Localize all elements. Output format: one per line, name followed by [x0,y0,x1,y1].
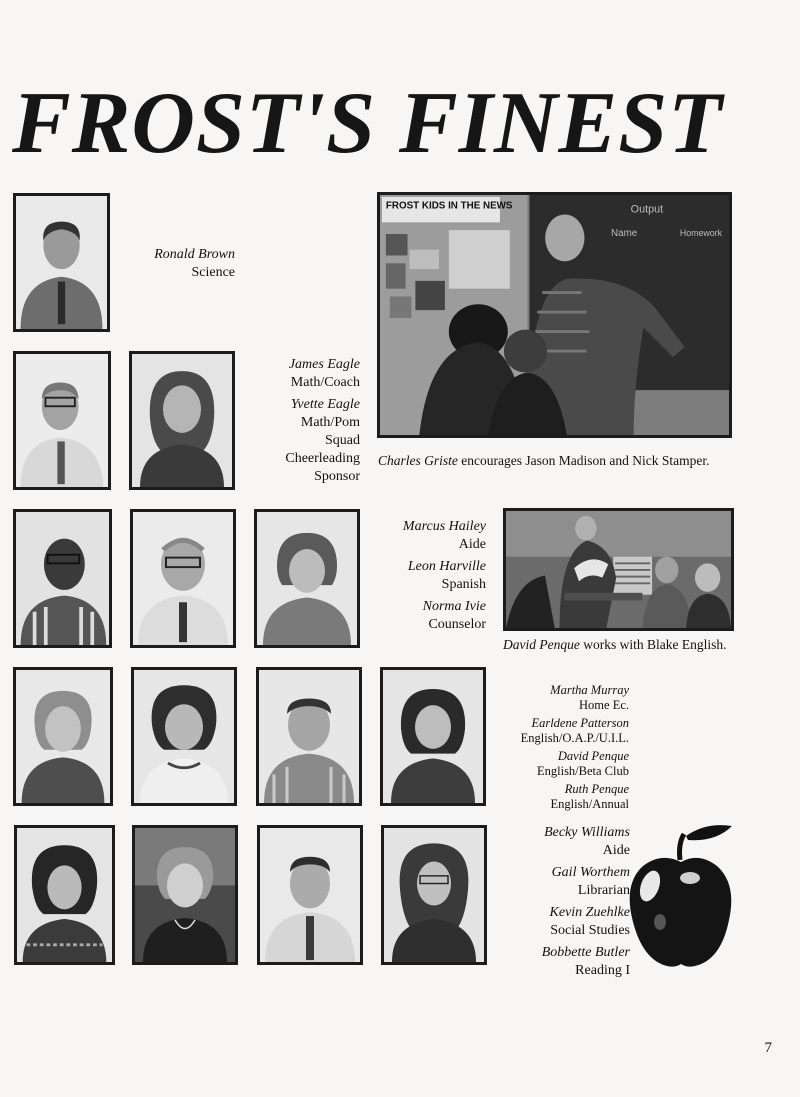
staff-name: Ruth Penque [564,782,629,796]
page-title: FROST'S FINEST [12,75,723,172]
staff-role: Counselor [428,617,486,632]
staff-name: Becky Williams [544,825,630,840]
portrait-gail-worthem [132,825,238,965]
portrait-ronald-brown [13,193,110,332]
board-word-name: Name [611,228,638,239]
staff-name: David Penque [557,749,629,763]
name-block-row3 [370,518,486,638]
staff-role: Reading I [575,963,630,978]
portrait-david-penque [256,667,362,806]
classroom-photo-griste [377,192,732,438]
staff-role-line: Sponsor [314,469,360,484]
board-word-output: Output [630,203,664,216]
portrait-leon-harville [130,509,236,648]
name-block-eagles [245,356,360,490]
caption-name: Charles Griste [378,453,458,468]
staff-name: Marcus Hailey [402,519,486,534]
staff-name: James Eagle [288,357,360,372]
caption-text: works with Blake English. [579,637,727,652]
staff-name: Martha Murray [550,683,629,697]
name-block-ronald-brown [120,246,235,282]
caption-penque [503,636,735,654]
staff-name: Leon Harville [407,559,486,574]
staff-role: Spanish [441,577,486,592]
staff-role: English/O.A.P./U.I.L. [520,731,629,745]
portrait-norma-ivie [254,509,360,648]
staff-role: Math/Coach [290,375,360,390]
staff-name: Gail Worthem [551,865,630,880]
staff-name: Earldene Patterson [531,716,629,730]
staff-role-line: Squad [325,433,360,448]
portrait-kevin-zuehlke [257,825,363,965]
staff-name: Yvette Eagle [290,397,360,412]
board-word-homework: Homework [679,228,723,238]
classroom-photo-penque [503,508,734,631]
page-number: 7 [764,1040,772,1056]
portrait-martha-murray [13,667,113,806]
portrait-earldene-patterson [131,667,237,806]
staff-role: Home Ec. [579,698,629,712]
caption-text: encourages Jason Madison and Nick Stamper. [457,453,710,468]
staff-name: Norma Ivie [422,599,486,614]
portrait-becky-williams [14,825,115,965]
portrait-james-eagle [13,351,111,490]
name-block-row4 [480,683,629,815]
apple-icon [628,822,734,972]
staff-role: Science [191,265,235,280]
staff-name: Bobbette Butler [541,945,630,960]
staff-name: Ronald Brown [154,247,235,262]
board-header: FROST KIDS IN THE NEWS [385,200,513,212]
portrait-bobbette-butler [381,825,487,965]
portrait-ruth-penque [380,667,486,806]
name-block-row5 [490,824,630,984]
portrait-marcus-hailey [13,509,112,648]
staff-role-line: Cheerleading [285,451,360,466]
staff-role: English/Annual [550,797,629,811]
staff-role: English/Beta Club [536,764,629,778]
staff-role-line: Math/Pom [300,415,360,430]
staff-role: Aide [602,843,630,858]
portrait-yvette-eagle [129,351,235,490]
staff-role: Librarian [577,883,630,898]
staff-role: Aide [458,537,486,552]
caption-griste [378,452,733,470]
staff-name: Kevin Zuehlke [549,905,630,920]
caption-name: David Penque [503,637,580,652]
staff-role: Social Studies [550,923,630,938]
